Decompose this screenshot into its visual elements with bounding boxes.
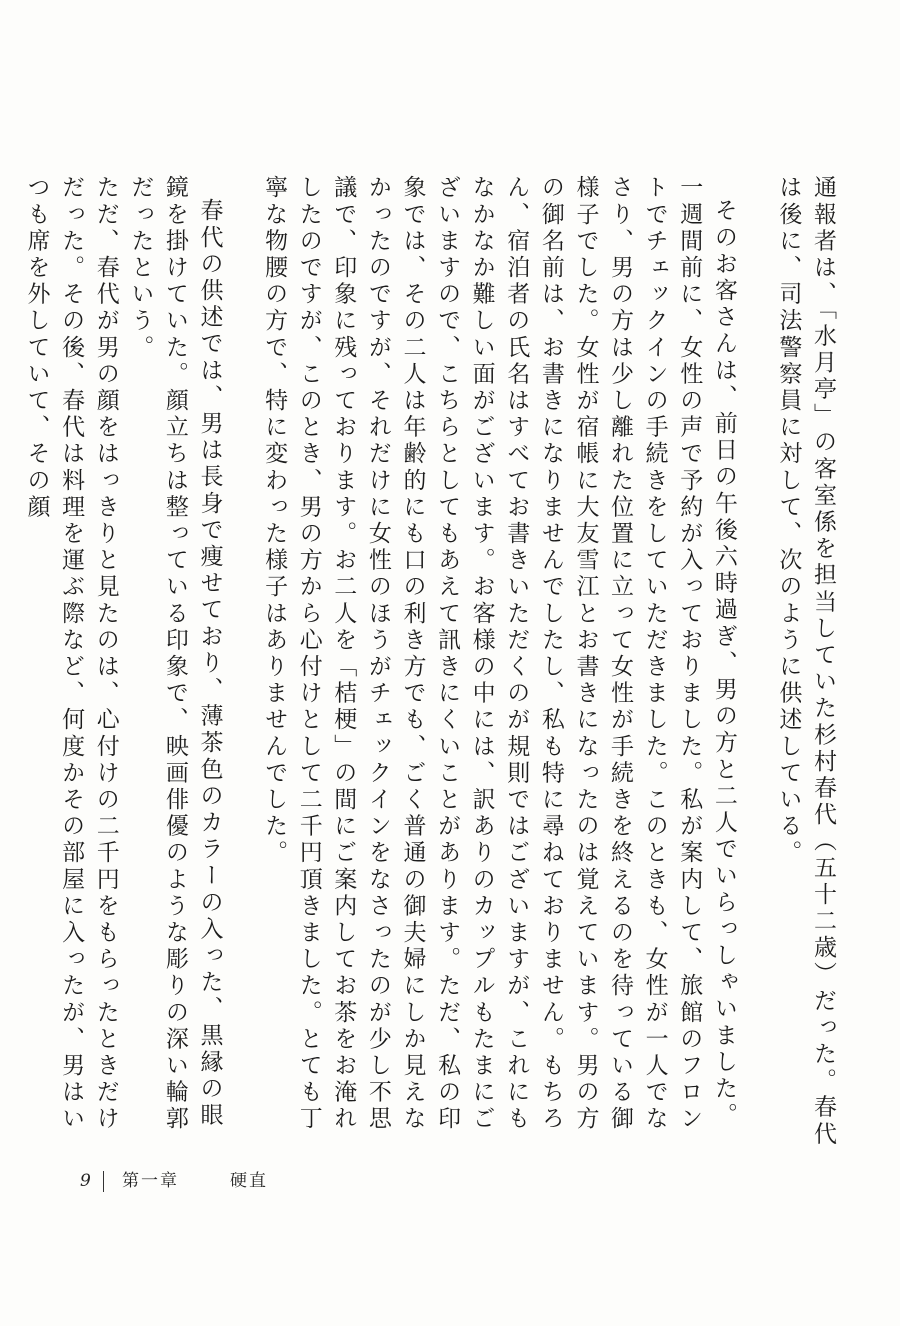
chapter-title: 硬直 xyxy=(230,1171,268,1191)
paragraph-testimony: そのお客さんは、前日の午後六時過ぎ、男の方と二人でいらっしゃいました。一週間前に、女性の声で予約が入っておりました。私が案内して、旅館のフロントでチェックインの手続きをしていただきました。このときも、女性が一人でなさり、男の方は少し離れた位置に立って女性が手続きを終えるのを待っている御様子でした。女性が宿帳に大友雪江とお書きになったのは覚えています。男の方の御名前は、お書きになりませんでしたし、私も特に尋ねておりません。もちろん、宿泊者の氏名はすべてお書きいただくのが規則ではございますが、これにもなかなか難しい面がございます。お客様の中には、訳ありのカップルもたまにございますので、こちらとしてもあえて訊きにくいことがあります。ただ、私の印象では、その二人は年齢的にも口の利き方でも、ごく普通の御夫婦にしか見えなかったのですが、それだけに女性のほうがチェックインをなさったのが少し不思議で、印象に残っております。お二人を「桔梗」の間にご案内してお茶をお淹れしたのですが、このとき、男の方から心付けとして二千円頂きました。とても丁寧な物腰の方で、特に変わった様子はありませんでした。 xyxy=(261,175,737,1133)
paragraph-report: 通報者は、「水月亭」の客室係を担当していた杉村春代（五十二歳）だった。春代は後に、司法警察員に対して、次のように供述している。 xyxy=(775,175,836,1148)
page-footer xyxy=(80,1166,300,1196)
page-number: 9 xyxy=(80,1171,91,1191)
body-text xyxy=(23,175,840,1155)
paragraph-continuation: ただ、春代が男の顔をはっきりと見たのは、心付けの二千円をもらったときだけだった。その後、春代は料理を運ぶ際など、何度かその部屋に入ったが、男はいつも席を外していて、その顔 xyxy=(23,175,119,1133)
footer-divider xyxy=(103,1171,104,1192)
paragraph-description: 春代の供述では、男は長身で痩せており、薄茶色のカラーの入った、黒縁の眼鏡を掛けていた。顔立ちは整っている印象で、映画俳優のような彫りの深い輪郭だったという。 xyxy=(127,175,223,1133)
chapter-label: 第一章 xyxy=(122,1171,179,1191)
